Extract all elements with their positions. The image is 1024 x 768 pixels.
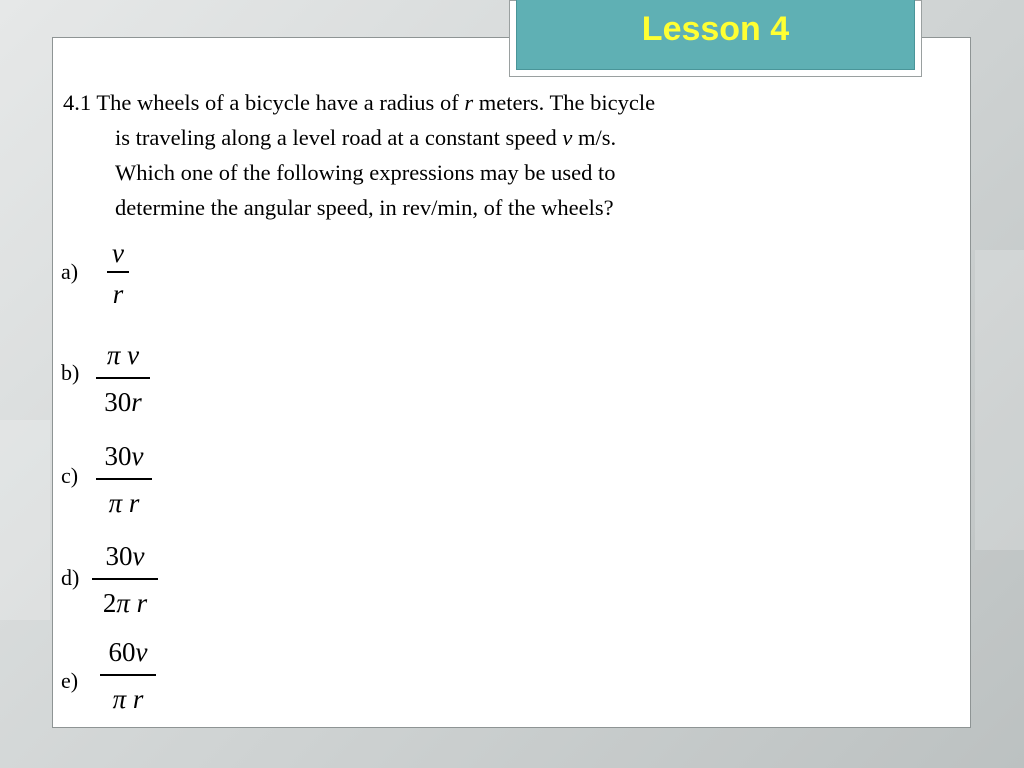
text-run: is traveling along a level road at a constant speed: [115, 125, 563, 150]
choice-d-numerator: [92, 540, 158, 572]
math-variable: π: [112, 684, 127, 714]
text-run: 60: [108, 637, 136, 667]
question-line: [63, 155, 843, 190]
text-run: Which one of the following expressions may be used to: [115, 160, 616, 185]
choice-d-label: d): [61, 565, 80, 590]
question-line: [63, 190, 843, 225]
math-variable: v: [562, 125, 573, 150]
math-variable: π: [106, 340, 121, 370]
text-run: 30: [104, 441, 132, 471]
choice-e-numerator: [100, 636, 156, 668]
text-run: 30: [104, 387, 132, 417]
background-facet: [975, 250, 1024, 550]
text-run: [126, 684, 133, 714]
choice-d-fraction: [92, 540, 158, 619]
math-variable: r: [464, 90, 474, 115]
question-text: [63, 85, 843, 225]
math-variable: π: [108, 488, 123, 518]
math-variable: r: [112, 279, 124, 309]
math-variable: v: [112, 238, 124, 268]
question-line: [63, 85, 843, 120]
text-run: determine the angular speed, in rev/min, of the wheels?: [115, 195, 614, 220]
choice-b-denominator: [96, 386, 150, 418]
math-variable: v: [131, 441, 144, 471]
title-frame: [509, 0, 922, 77]
fraction-bar: [92, 578, 158, 580]
math-variable: r: [131, 387, 142, 417]
math-variable: r: [128, 488, 140, 518]
choice-e-denominator: [100, 683, 156, 715]
math-variable: r: [132, 684, 144, 714]
choice-a-fraction: [107, 237, 129, 310]
math-variable: π: [116, 588, 130, 618]
choice-d-denominator: [92, 587, 158, 619]
choice-c-numerator: [96, 440, 152, 472]
choice-b-label: b): [61, 360, 80, 385]
fraction-bar: [107, 271, 129, 273]
choice-b-numerator: [96, 339, 150, 371]
text-run: meters. The bicycle: [473, 90, 656, 115]
text-run: 30: [105, 541, 133, 571]
fraction-bar: [100, 674, 156, 676]
choice-a-label: a): [61, 259, 79, 284]
choice-a-numerator: [107, 237, 129, 269]
text-run: [130, 588, 137, 618]
slide-content-panel: [52, 37, 971, 728]
question-line: [63, 120, 843, 155]
choice-c-label: c): [61, 463, 79, 488]
fraction-bar: [96, 478, 152, 480]
choice-c-denominator: [96, 487, 152, 519]
text-run: 2: [102, 588, 117, 618]
choice-e-fraction: [100, 636, 156, 715]
choice-a-denominator: [107, 278, 129, 310]
background-facet: [0, 420, 50, 620]
choice-c-fraction: [96, 440, 152, 519]
text-run: [122, 488, 129, 518]
slide-title: Lesson 4: [641, 10, 790, 48]
text-run: 4.1 The wheels of a bicycle have a radius of: [63, 90, 465, 115]
title-box: [516, 0, 915, 70]
math-variable: v: [135, 637, 148, 667]
math-variable: v: [127, 340, 140, 370]
math-variable: v: [132, 541, 145, 571]
math-variable: r: [136, 588, 148, 618]
choice-e-label: e): [61, 668, 79, 693]
fraction-bar: [96, 377, 150, 379]
text-run: m/s.: [572, 125, 617, 150]
choice-b-fraction: [96, 339, 150, 418]
